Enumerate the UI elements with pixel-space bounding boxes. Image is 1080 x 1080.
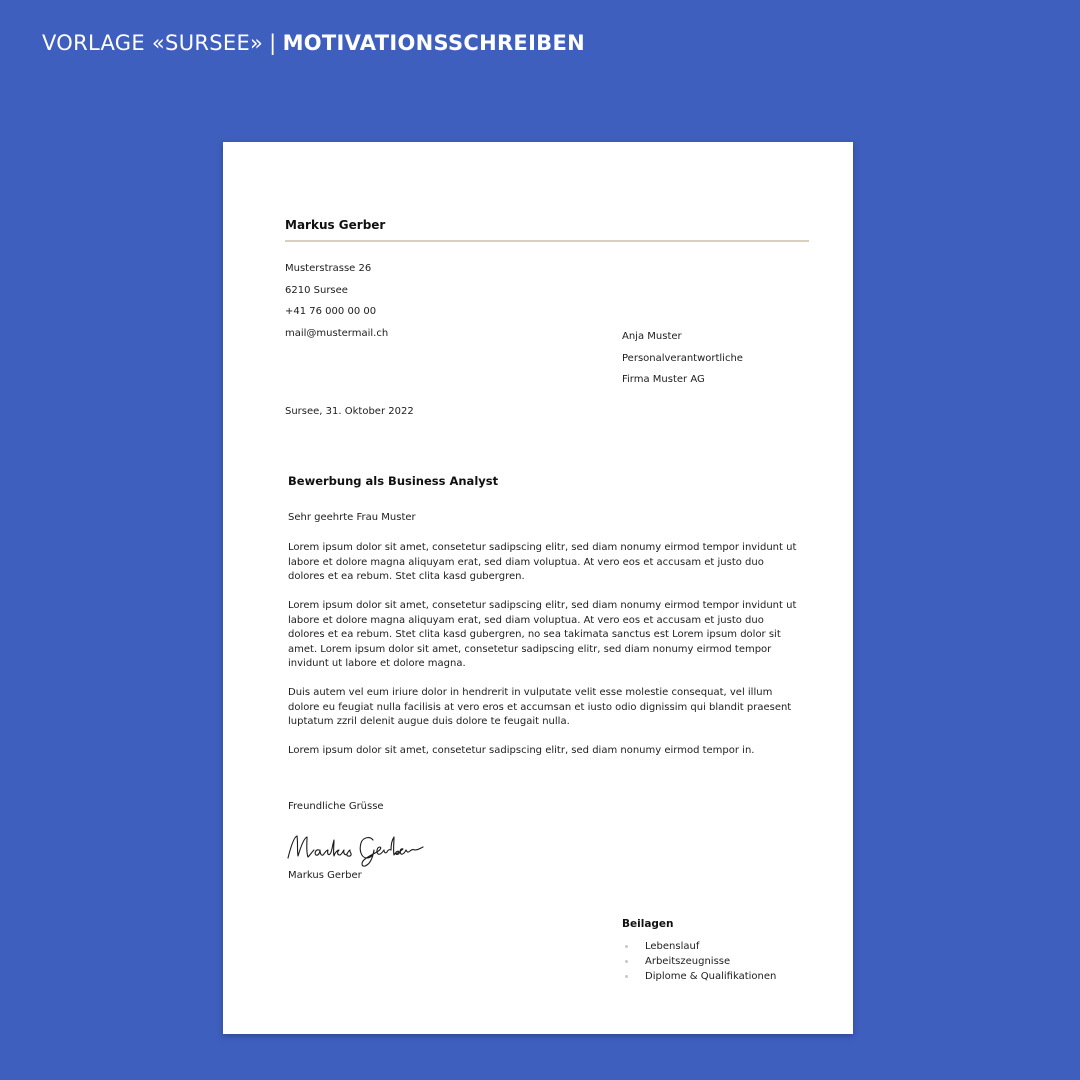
enclosures-title: Beilagen: [622, 918, 674, 930]
sender-phone: +41 76 000 00 00: [285, 306, 377, 317]
letter-closing: Freundliche Grüsse: [288, 801, 384, 812]
sender-address: [285, 258, 388, 344]
body-paragraph-2: Lorem ipsum dolor sit amet, consetetur sadipscing elitr, sed diam nonumy eirmod tempor invidunt ut labore et dolore magna aliquyam erat, sed diam voluptua. At vero eos et accusam et justo duo dolores et ea rebum. Stet clita kasd gubergren, no sea takimata sanctus est Lorem ipsum dolor sit amet. Lorem ipsum dolor sit amet, consetetur sadipscing elitr, sed diam nonumy eirmod tempor invidunt ut labore et dolore magna.: [288, 600, 797, 669]
title-separator: |: [269, 31, 277, 55]
body-paragraph-1: Lorem ipsum dolor sit amet, consetetur sadipscing elitr, sed diam nonumy eirmod tempor invidunt ut labore et dolore magna aliquyam erat, sed diam voluptua. At vero eos et accusam et justo duo dolores et ea rebum. Stet clita kasd gubergren.: [288, 542, 797, 582]
enclosures-list: [622, 939, 776, 984]
template-label: VORLAGE «SURSEE»: [42, 31, 264, 55]
enclosure-item: Diplome & Qualifikationen: [622, 969, 776, 984]
signed-name: Markus Gerber: [288, 870, 362, 881]
recipient-name: Anja Muster: [622, 331, 682, 342]
sender-street: Musterstrasse 26: [285, 263, 372, 274]
letter-subject: Bewerbung als Business Analyst: [288, 474, 499, 488]
handwritten-signature: [285, 828, 425, 868]
recipient-role: Personalverantwortliche: [622, 352, 743, 364]
recipient-company: Firma Muster AG: [622, 374, 705, 385]
letter-page: [223, 142, 853, 1034]
recipient-address: [622, 326, 743, 391]
letter-salutation: Sehr geehrte Frau Muster: [288, 512, 416, 523]
body-paragraph-3: Duis autem vel eum iriure dolor in hendrerit in vulputate velit esse molestie consequat, vel illum dolore eu feugiat nulla facilisis at vero eros et accumsan et iusto odio dignissim qui blandit praesent luptatum zzril delenit augue duis dolore te feugait nulla.: [288, 687, 792, 727]
enclosure-item: Lebenslauf: [622, 939, 776, 954]
body-paragraph-4: Lorem ipsum dolor sit amet, consetetur sadipscing elitr, sed diam nonumy eirmod tempor in.: [288, 745, 755, 756]
document-type: MOTIVATIONSSCHREIBEN: [282, 31, 586, 55]
template-title: [42, 31, 585, 55]
letter-date: Sursee, 31. Oktober 2022: [285, 406, 414, 417]
sender-city: 6210 Sursee: [285, 284, 348, 296]
sender-name: Markus Gerber: [285, 218, 386, 232]
enclosure-item: Arbeitszeugnisse: [622, 954, 776, 969]
letter-body: [288, 541, 798, 773]
header-divider: [285, 240, 809, 242]
sender-email: mail@mustermail.ch: [285, 327, 389, 339]
